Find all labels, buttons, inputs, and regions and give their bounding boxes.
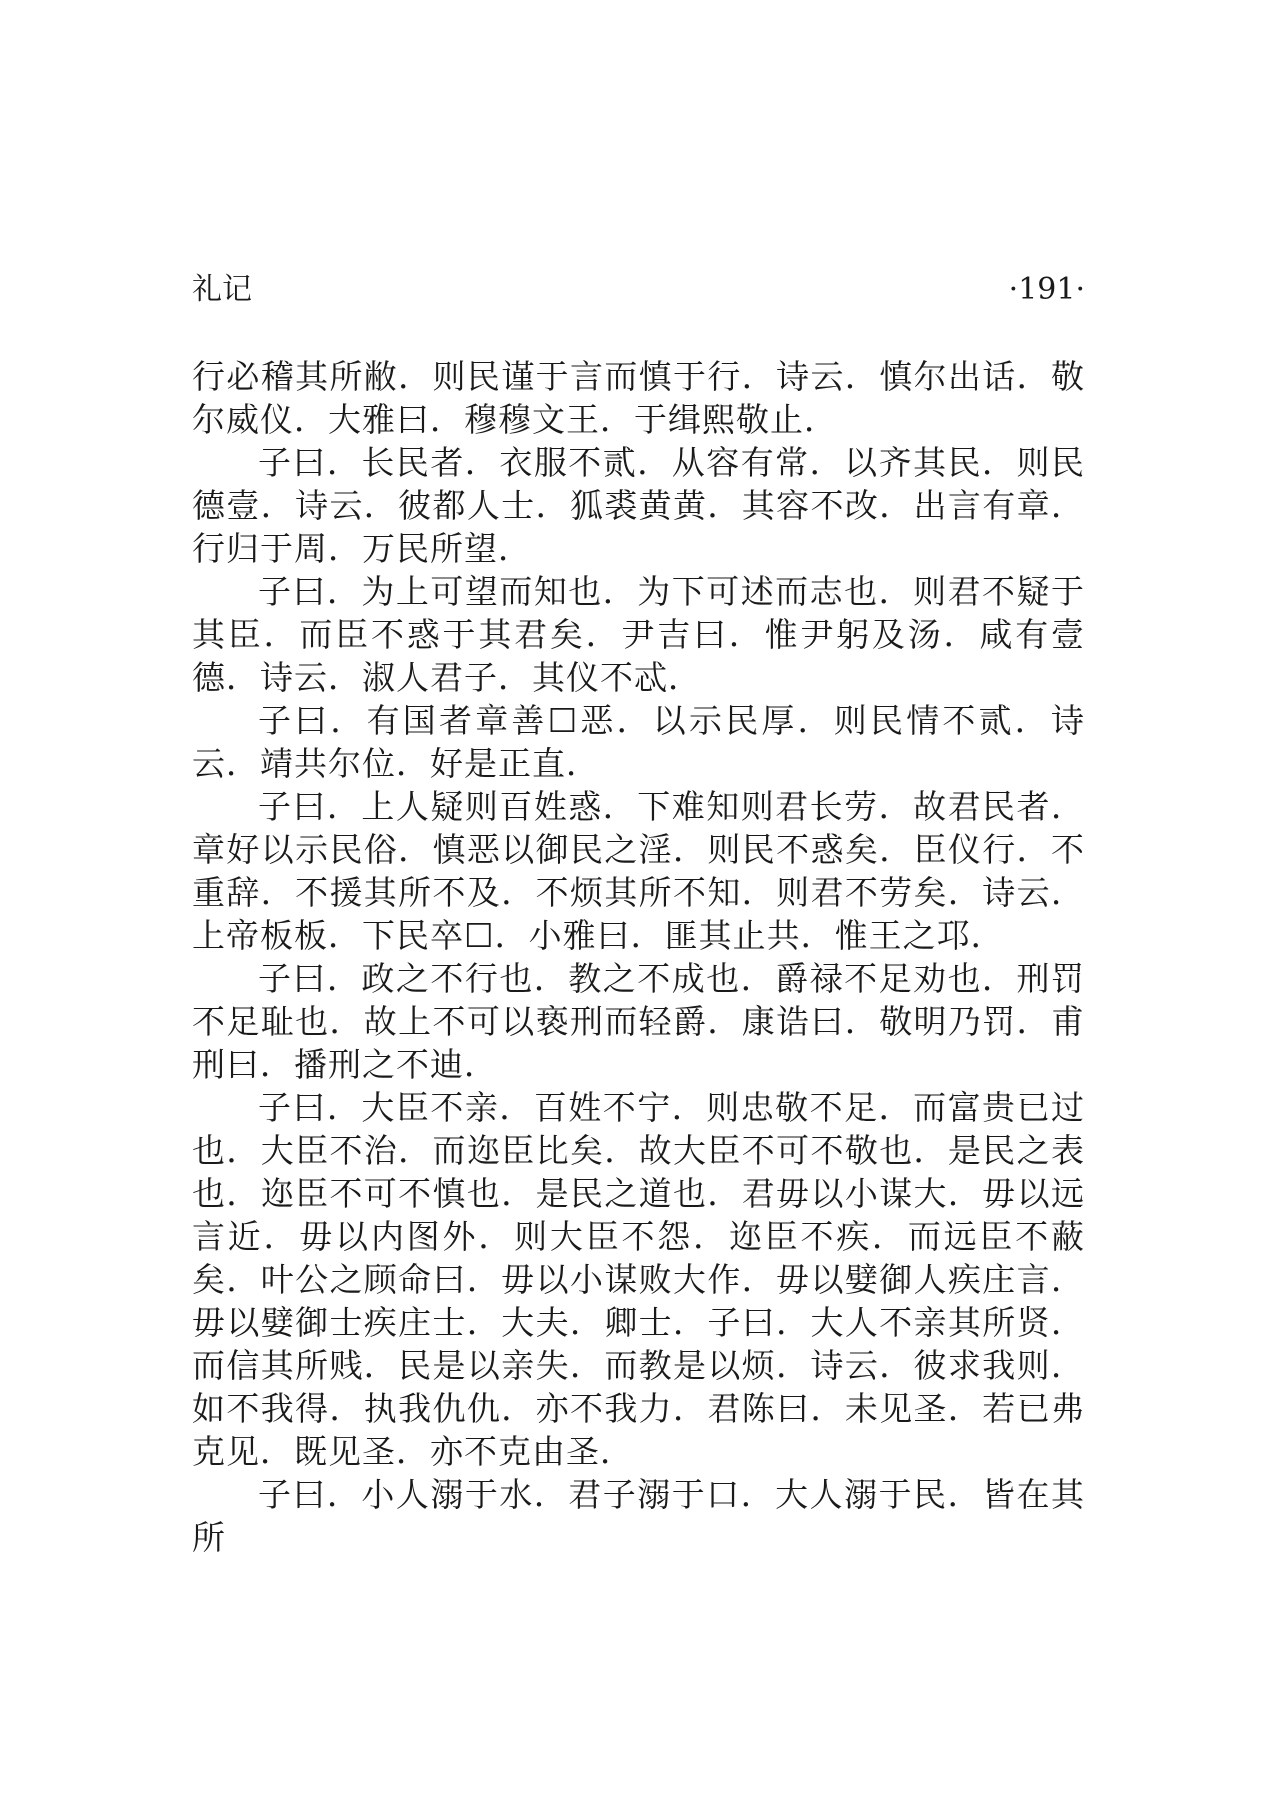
book-title: 礼记: [192, 272, 252, 307]
paragraph: 子曰．大臣不亲．百姓不宁．则忠敬不足．而富贵已过也．大臣不治．而迩臣比矣．故大臣不可不敬也．是民之表也．迩臣不可不慎也．是民之道也．君毋以小谋大．毋以远言近．毋以内图外．则大臣不怨．迩臣不疾．而远臣不蔽矣．叶公之顾命曰．毋以小谋败大作．毋以嬖御人疾庄言．毋以嬖御士疾庄士．大夫．卿士．子曰．大人不亲其所贤．而信其所贱．民是以亲失．而教是以烦．诗云．彼求我则．如不我得．执我仇仇．亦不我力．君陈曰．未见圣．若已弗克见．既见圣．亦不克由圣．: [192, 1088, 1085, 1471]
paragraph: 子曰．为上可望而知也．为下可述而志也．则君不疑于其臣．而臣不惑于其君矣．尹吉曰．惟尹躬及汤．咸有壹德．诗云．淑人君子．其仪不忒．: [192, 572, 1085, 697]
paragraph: 子曰．有国者章善☐恶．以示民厚．则民情不贰．诗云．靖共尔位．好是正直．: [192, 701, 1085, 783]
paragraph-continuation: 行必稽其所敝．则民谨于言而慎于行．诗云．慎尔出话．敬尔威仪．大雅曰．穆穆文王．于缉熙敬止．: [192, 357, 1085, 439]
paragraph: 子曰．小人溺于水．君子溺于口．大人溺于民．皆在其所: [192, 1475, 1085, 1557]
running-header: [192, 268, 1085, 312]
paragraph: 子曰．长民者．衣服不贰．从容有常．以齐其民．则民德壹．诗云．彼都人士．狐裘黄黄．其容不改．出言有章．行归于周．万民所望．: [192, 443, 1085, 568]
page-number: ·191·: [1008, 272, 1085, 307]
body-text: [192, 355, 1085, 1559]
paragraph: 子曰．上人疑则百姓惑．下难知则君长劳．故君民者．章好以示民俗．慎恶以御民之淫．则民不惑矣．臣仪行．不重辞．不援其所不及．不烦其所不知．则君不劳矣．诗云．上帝板板．下民卒☐．小雅曰．匪其止共．惟王之邛．: [192, 787, 1085, 955]
paragraph: 子曰．政之不行也．教之不成也．爵禄不足劝也．刑罚不足耻也．故上不可以亵刑而轻爵．康诰曰．敬明乃罚．甫刑曰．播刑之不迪．: [192, 959, 1085, 1084]
